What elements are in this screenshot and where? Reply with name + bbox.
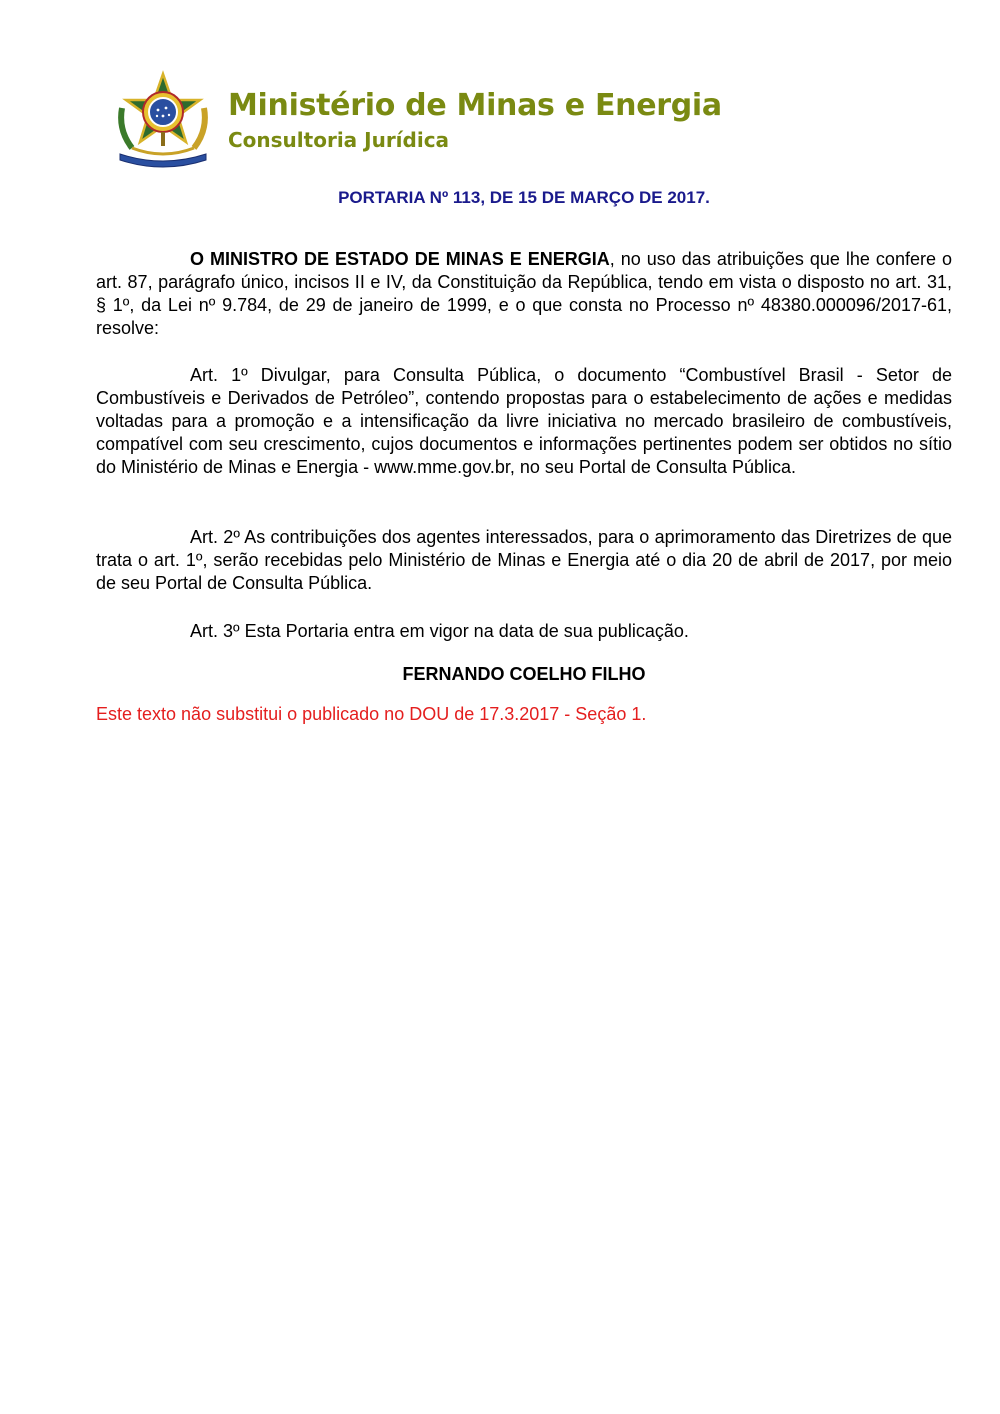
preamble-paragraph — [96, 248, 952, 340]
department-name: Consultoria Jurídica — [228, 128, 450, 152]
ordinance-title: PORTARIA Nº 113, DE 15 DE MARÇO DE 2017. — [338, 188, 710, 207]
letterhead — [112, 70, 812, 170]
article-2: Art. 2º As contribuições dos agentes interessados, para o aprimoramento das Diretrizes de que trata o art. 1º, serão recebidas pelo Ministério de Minas e Energia até o dia 20 de abril de 2017, por meio de seu Portal de Consulta Pública. — [96, 527, 952, 593]
preamble-text: , no uso das atribuições que lhe confere o art. 87, parágrafo único, incisos II e IV, da Constituição da República, tendo em vista o disposto no art. 31, § 1º, da Lei nº 9.784, de 29 de janeiro de 1999, e o que consta no Processo nº 48380.000096/2017-61, resolve: — [96, 249, 952, 338]
ministry-name: Ministério de Minas e Energia — [228, 88, 722, 123]
signer-name: FERNANDO COELHO FILHO — [402, 664, 646, 684]
article-1: Art. 1º Divulgar, para Consulta Pública, o documento “Combustível Brasil - Setor de Combustíveis e Derivados de Petróleo”, contendo propostas para o estabelecimento de ações e medidas voltadas para a promoção e a intensificação da livre iniciativa no mercado brasileiro de combustíveis, compatível com seu crescimento, cujos documentos e informações pertinentes podem ser obtidos no sítio do Ministério de Minas e Energia - www.mme.gov.br, no seu Portal de Consulta Pública. — [96, 365, 952, 477]
article-3: Art. 3º Esta Portaria entra em vigor na data de sua publicação. — [190, 621, 689, 641]
brazil-coat-of-arms-icon — [112, 70, 214, 168]
preamble-lead: O MINISTRO DE ESTADO DE MINAS E ENERGIA — [190, 249, 610, 269]
disclaimer-note: Este texto não substitui o publicado no DOU de 17.3.2017 - Seção 1. — [96, 704, 647, 724]
